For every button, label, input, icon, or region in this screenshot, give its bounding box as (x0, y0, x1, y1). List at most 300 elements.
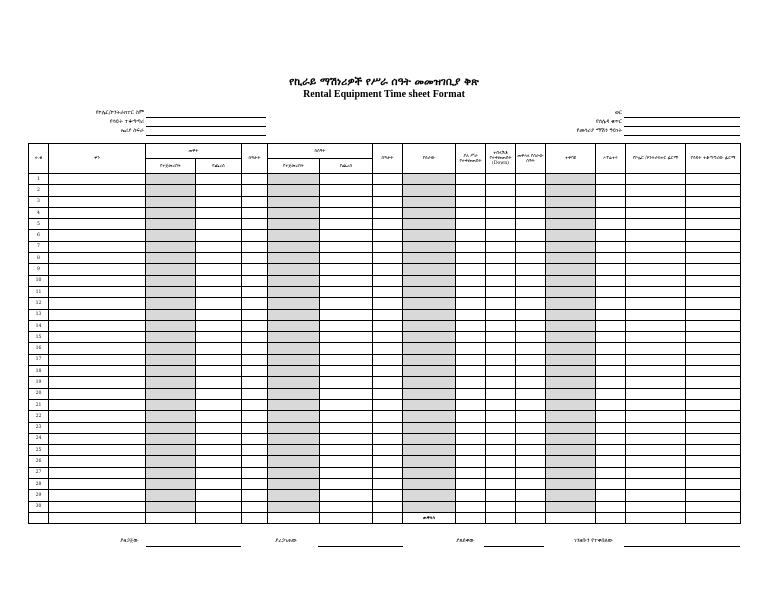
table-cell[interactable] (320, 399, 373, 410)
table-cell[interactable] (596, 286, 626, 297)
table-cell[interactable] (242, 196, 268, 207)
table-cell[interactable] (146, 479, 196, 490)
table-cell[interactable] (49, 309, 146, 320)
table-cell[interactable] (49, 433, 146, 444)
table-cell[interactable] (242, 264, 268, 275)
table-cell[interactable] (373, 230, 403, 241)
table-cell[interactable] (403, 264, 456, 275)
table-cell[interactable] (516, 264, 546, 275)
table-cell[interactable] (242, 433, 268, 444)
table-cell[interactable] (546, 207, 596, 218)
table-cell[interactable] (373, 399, 403, 410)
table-cell[interactable] (320, 241, 373, 252)
table-cell[interactable] (626, 207, 686, 218)
table-cell[interactable] (403, 456, 456, 467)
table-cell[interactable] (486, 241, 516, 252)
table-cell[interactable] (546, 377, 596, 388)
table-cell[interactable] (546, 286, 596, 297)
table-cell[interactable] (268, 366, 320, 377)
table-cell[interactable] (486, 445, 516, 456)
table-cell[interactable] (546, 433, 596, 444)
table-cell[interactable] (146, 411, 196, 422)
table-cell[interactable] (626, 320, 686, 331)
table-cell[interactable] (242, 354, 268, 365)
table-cell[interactable] (403, 185, 456, 196)
table-cell[interactable] (546, 196, 596, 207)
table-cell[interactable] (373, 479, 403, 490)
table-cell[interactable] (486, 264, 516, 275)
table-cell[interactable] (320, 343, 373, 354)
table-cell[interactable] (373, 253, 403, 264)
table-cell[interactable] (626, 490, 686, 501)
table-cell[interactable] (626, 456, 686, 467)
total-cell[interactable] (686, 512, 741, 523)
table-cell[interactable] (196, 309, 242, 320)
table-cell[interactable] (373, 366, 403, 377)
table-cell[interactable] (146, 377, 196, 388)
table-cell[interactable] (373, 185, 403, 196)
table-cell[interactable] (456, 467, 486, 478)
table-cell[interactable] (268, 275, 320, 286)
table-cell[interactable] (403, 286, 456, 297)
table-cell[interactable] (596, 456, 626, 467)
table-cell[interactable] (596, 490, 626, 501)
table-cell[interactable] (516, 196, 546, 207)
table-cell[interactable] (486, 411, 516, 422)
table-cell[interactable] (196, 354, 242, 365)
plate-number-field[interactable] (624, 126, 740, 127)
table-cell[interactable] (146, 354, 196, 365)
table-cell[interactable] (196, 174, 242, 185)
table-cell[interactable] (686, 332, 741, 343)
table-cell[interactable] (242, 253, 268, 264)
table-cell[interactable] (546, 185, 596, 196)
table-cell[interactable] (403, 207, 456, 218)
table-cell[interactable] (320, 196, 373, 207)
table-cell[interactable] (146, 174, 196, 185)
table-cell[interactable] (596, 332, 626, 343)
table-cell[interactable] (373, 501, 403, 512)
table-cell[interactable] (320, 298, 373, 309)
table-cell[interactable] (486, 286, 516, 297)
table-cell[interactable] (403, 377, 456, 388)
table-cell[interactable] (596, 320, 626, 331)
table-cell[interactable] (456, 275, 486, 286)
table-cell[interactable] (196, 253, 242, 264)
table-cell[interactable] (486, 456, 516, 467)
total-cell[interactable] (626, 512, 686, 523)
table-cell[interactable] (456, 174, 486, 185)
table-cell[interactable] (268, 399, 320, 410)
table-cell[interactable] (486, 332, 516, 343)
table-cell[interactable] (242, 422, 268, 433)
table-cell[interactable] (486, 479, 516, 490)
table-cell[interactable] (49, 377, 146, 388)
table-cell[interactable] (686, 219, 741, 230)
table-cell[interactable] (196, 320, 242, 331)
table-cell[interactable] (403, 411, 456, 422)
table-cell[interactable] (49, 185, 146, 196)
table-cell[interactable] (686, 501, 741, 512)
table-cell[interactable] (686, 253, 741, 264)
table-cell[interactable] (456, 433, 486, 444)
table-cell[interactable] (403, 445, 456, 456)
table-cell[interactable] (49, 196, 146, 207)
table-cell[interactable] (516, 377, 546, 388)
table-cell[interactable] (486, 185, 516, 196)
table-cell[interactable] (456, 343, 486, 354)
table-cell[interactable] (403, 309, 456, 320)
table-cell[interactable] (146, 241, 196, 252)
table-cell[interactable] (486, 343, 516, 354)
table-cell[interactable] (546, 411, 596, 422)
table-cell[interactable] (320, 479, 373, 490)
table-cell[interactable] (320, 332, 373, 343)
table-cell[interactable] (242, 501, 268, 512)
table-cell[interactable] (196, 286, 242, 297)
table-cell[interactable] (686, 354, 741, 365)
table-cell[interactable] (242, 185, 268, 196)
approved-by-line[interactable] (484, 546, 544, 547)
table-cell[interactable] (196, 332, 242, 343)
table-cell[interactable] (373, 445, 403, 456)
table-cell[interactable] (242, 275, 268, 286)
table-cell[interactable] (596, 377, 626, 388)
table-cell[interactable] (49, 174, 146, 185)
table-cell[interactable] (546, 467, 596, 478)
table-cell[interactable] (686, 241, 741, 252)
table-cell[interactable] (403, 399, 456, 410)
table-cell[interactable] (242, 479, 268, 490)
total-cell[interactable] (373, 512, 403, 523)
table-cell[interactable] (373, 320, 403, 331)
table-cell[interactable] (320, 490, 373, 501)
table-cell[interactable] (49, 241, 146, 252)
table-cell[interactable] (456, 286, 486, 297)
table-cell[interactable] (49, 343, 146, 354)
table-cell[interactable] (146, 286, 196, 297)
table-cell[interactable] (456, 253, 486, 264)
table-cell[interactable] (486, 253, 516, 264)
table-cell[interactable] (516, 174, 546, 185)
table-cell[interactable] (373, 174, 403, 185)
table-cell[interactable] (268, 343, 320, 354)
table-cell[interactable] (546, 230, 596, 241)
table-cell[interactable] (516, 298, 546, 309)
table-cell[interactable] (320, 354, 373, 365)
table-cell[interactable] (626, 445, 686, 456)
table-cell[interactable] (456, 264, 486, 275)
table-cell[interactable] (626, 264, 686, 275)
table-cell[interactable] (403, 275, 456, 286)
contractor-name-field[interactable] (146, 117, 266, 118)
table-cell[interactable] (516, 185, 546, 196)
table-cell[interactable] (242, 332, 268, 343)
table-cell[interactable] (546, 456, 596, 467)
table-cell[interactable] (626, 275, 686, 286)
table-cell[interactable] (403, 230, 456, 241)
table-cell[interactable] (196, 490, 242, 501)
table-cell[interactable] (516, 320, 546, 331)
table-cell[interactable] (196, 230, 242, 241)
table-cell[interactable] (373, 298, 403, 309)
table-cell[interactable] (546, 479, 596, 490)
table-cell[interactable] (626, 388, 686, 399)
table-cell[interactable] (49, 445, 146, 456)
table-cell[interactable] (403, 467, 456, 478)
table-cell[interactable] (268, 501, 320, 512)
table-cell[interactable] (546, 241, 596, 252)
table-cell[interactable] (486, 388, 516, 399)
table-cell[interactable] (546, 490, 596, 501)
table-cell[interactable] (596, 501, 626, 512)
table-cell[interactable] (196, 456, 242, 467)
table-cell[interactable] (486, 219, 516, 230)
table-cell[interactable] (456, 320, 486, 331)
table-cell[interactable] (146, 456, 196, 467)
table-cell[interactable] (546, 501, 596, 512)
table-cell[interactable] (626, 501, 686, 512)
table-cell[interactable] (146, 196, 196, 207)
table-cell[interactable] (196, 196, 242, 207)
table-cell[interactable] (320, 207, 373, 218)
table-cell[interactable] (49, 264, 146, 275)
area-field[interactable] (146, 135, 266, 136)
table-cell[interactable] (320, 174, 373, 185)
table-cell[interactable] (196, 366, 242, 377)
table-cell[interactable] (516, 422, 546, 433)
total-cell[interactable] (456, 512, 486, 523)
table-cell[interactable] (596, 309, 626, 320)
table-cell[interactable] (373, 309, 403, 320)
table-cell[interactable] (49, 253, 146, 264)
table-cell[interactable] (268, 467, 320, 478)
table-cell[interactable] (516, 399, 546, 410)
table-cell[interactable] (403, 479, 456, 490)
total-cell[interactable] (320, 512, 373, 523)
table-cell[interactable] (373, 332, 403, 343)
table-cell[interactable] (49, 275, 146, 286)
table-cell[interactable] (686, 286, 741, 297)
table-cell[interactable] (320, 433, 373, 444)
table-cell[interactable] (268, 411, 320, 422)
table-cell[interactable] (146, 298, 196, 309)
table-cell[interactable] (268, 219, 320, 230)
table-cell[interactable] (456, 309, 486, 320)
table-cell[interactable] (320, 467, 373, 478)
table-cell[interactable] (49, 320, 146, 331)
table-cell[interactable] (320, 501, 373, 512)
table-cell[interactable] (146, 467, 196, 478)
table-cell[interactable] (268, 422, 320, 433)
table-cell[interactable] (403, 298, 456, 309)
table-cell[interactable] (626, 185, 686, 196)
table-cell[interactable] (49, 411, 146, 422)
table-cell[interactable] (373, 490, 403, 501)
table-cell[interactable] (373, 456, 403, 467)
table-cell[interactable] (268, 332, 320, 343)
table-cell[interactable] (268, 230, 320, 241)
table-cell[interactable] (268, 490, 320, 501)
table-cell[interactable] (268, 174, 320, 185)
table-cell[interactable] (320, 185, 373, 196)
table-cell[interactable] (242, 456, 268, 467)
table-cell[interactable] (516, 343, 546, 354)
table-cell[interactable] (403, 433, 456, 444)
table-cell[interactable] (146, 366, 196, 377)
table-cell[interactable] (146, 332, 196, 343)
table-cell[interactable] (49, 456, 146, 467)
table-cell[interactable] (456, 230, 486, 241)
table-cell[interactable] (516, 207, 546, 218)
table-cell[interactable] (596, 264, 626, 275)
table-cell[interactable] (268, 479, 320, 490)
table-cell[interactable] (626, 174, 686, 185)
table-cell[interactable] (596, 207, 626, 218)
table-cell[interactable] (268, 286, 320, 297)
table-cell[interactable] (320, 366, 373, 377)
table-cell[interactable] (320, 275, 373, 286)
table-cell[interactable] (626, 196, 686, 207)
table-cell[interactable] (320, 445, 373, 456)
table-cell[interactable] (373, 264, 403, 275)
table-cell[interactable] (546, 253, 596, 264)
table-cell[interactable] (268, 253, 320, 264)
table-cell[interactable] (546, 445, 596, 456)
table-cell[interactable] (373, 433, 403, 444)
table-cell[interactable] (403, 388, 456, 399)
table-cell[interactable] (686, 196, 741, 207)
table-cell[interactable] (686, 377, 741, 388)
table-cell[interactable] (546, 309, 596, 320)
table-cell[interactable] (196, 298, 242, 309)
table-cell[interactable] (486, 377, 516, 388)
table-cell[interactable] (196, 445, 242, 456)
table-cell[interactable] (242, 320, 268, 331)
total-cell[interactable] (146, 512, 196, 523)
table-cell[interactable] (196, 275, 242, 286)
table-cell[interactable] (596, 343, 626, 354)
table-cell[interactable] (516, 253, 546, 264)
table-cell[interactable] (146, 230, 196, 241)
table-cell[interactable] (320, 219, 373, 230)
table-cell[interactable] (626, 241, 686, 252)
table-cell[interactable] (686, 275, 741, 286)
table-cell[interactable] (242, 286, 268, 297)
total-cell[interactable] (196, 512, 242, 523)
table-cell[interactable] (403, 366, 456, 377)
table-cell[interactable] (626, 479, 686, 490)
table-cell[interactable] (403, 196, 456, 207)
table-cell[interactable] (146, 320, 196, 331)
table-cell[interactable] (196, 501, 242, 512)
table-cell[interactable] (626, 230, 686, 241)
table-cell[interactable] (516, 219, 546, 230)
table-cell[interactable] (146, 207, 196, 218)
table-cell[interactable] (49, 422, 146, 433)
table-cell[interactable] (486, 354, 516, 365)
table-cell[interactable] (403, 490, 456, 501)
table-cell[interactable] (268, 433, 320, 444)
table-cell[interactable] (486, 467, 516, 478)
table-cell[interactable] (486, 490, 516, 501)
table-cell[interactable] (596, 388, 626, 399)
table-cell[interactable] (403, 219, 456, 230)
table-cell[interactable] (686, 264, 741, 275)
table-cell[interactable] (146, 501, 196, 512)
table-cell[interactable] (403, 174, 456, 185)
table-cell[interactable] (686, 343, 741, 354)
machine-type-field[interactable] (624, 135, 740, 136)
table-cell[interactable] (268, 445, 320, 456)
table-cell[interactable] (268, 377, 320, 388)
table-cell[interactable] (373, 388, 403, 399)
table-cell[interactable] (268, 196, 320, 207)
total-cell[interactable] (268, 512, 320, 523)
table-cell[interactable] (268, 185, 320, 196)
table-cell[interactable] (456, 501, 486, 512)
table-cell[interactable] (456, 456, 486, 467)
table-cell[interactable] (516, 467, 546, 478)
table-cell[interactable] (146, 264, 196, 275)
table-cell[interactable] (268, 207, 320, 218)
table-cell[interactable] (373, 377, 403, 388)
table-cell[interactable] (196, 388, 242, 399)
table-cell[interactable] (686, 445, 741, 456)
table-cell[interactable] (486, 433, 516, 444)
table-cell[interactable] (49, 467, 146, 478)
table-cell[interactable] (596, 196, 626, 207)
site-supervisor-field[interactable] (146, 126, 266, 127)
table-cell[interactable] (196, 343, 242, 354)
table-cell[interactable] (516, 411, 546, 422)
table-cell[interactable] (320, 456, 373, 467)
table-cell[interactable] (546, 298, 596, 309)
table-cell[interactable] (49, 298, 146, 309)
table-cell[interactable] (268, 320, 320, 331)
table-cell[interactable] (373, 286, 403, 297)
table-cell[interactable] (320, 320, 373, 331)
table-cell[interactable] (320, 422, 373, 433)
table-cell[interactable] (546, 388, 596, 399)
table-cell[interactable] (49, 399, 146, 410)
table-cell[interactable] (546, 264, 596, 275)
month-field[interactable] (624, 117, 740, 118)
table-cell[interactable] (516, 332, 546, 343)
table-cell[interactable] (268, 298, 320, 309)
table-cell[interactable] (626, 377, 686, 388)
table-cell[interactable] (268, 456, 320, 467)
table-cell[interactable] (686, 298, 741, 309)
table-cell[interactable] (146, 399, 196, 410)
table-cell[interactable] (320, 286, 373, 297)
table-cell[interactable] (196, 399, 242, 410)
table-cell[interactable] (486, 196, 516, 207)
table-cell[interactable] (486, 501, 516, 512)
table-cell[interactable] (596, 219, 626, 230)
table-cell[interactable] (456, 298, 486, 309)
table-cell[interactable] (403, 253, 456, 264)
table-cell[interactable] (686, 185, 741, 196)
table-cell[interactable] (486, 230, 516, 241)
table-cell[interactable] (516, 354, 546, 365)
table-cell[interactable] (403, 354, 456, 365)
table-cell[interactable] (516, 230, 546, 241)
table-cell[interactable] (596, 445, 626, 456)
table-cell[interactable] (546, 399, 596, 410)
table-cell[interactable] (268, 354, 320, 365)
table-cell[interactable] (456, 445, 486, 456)
